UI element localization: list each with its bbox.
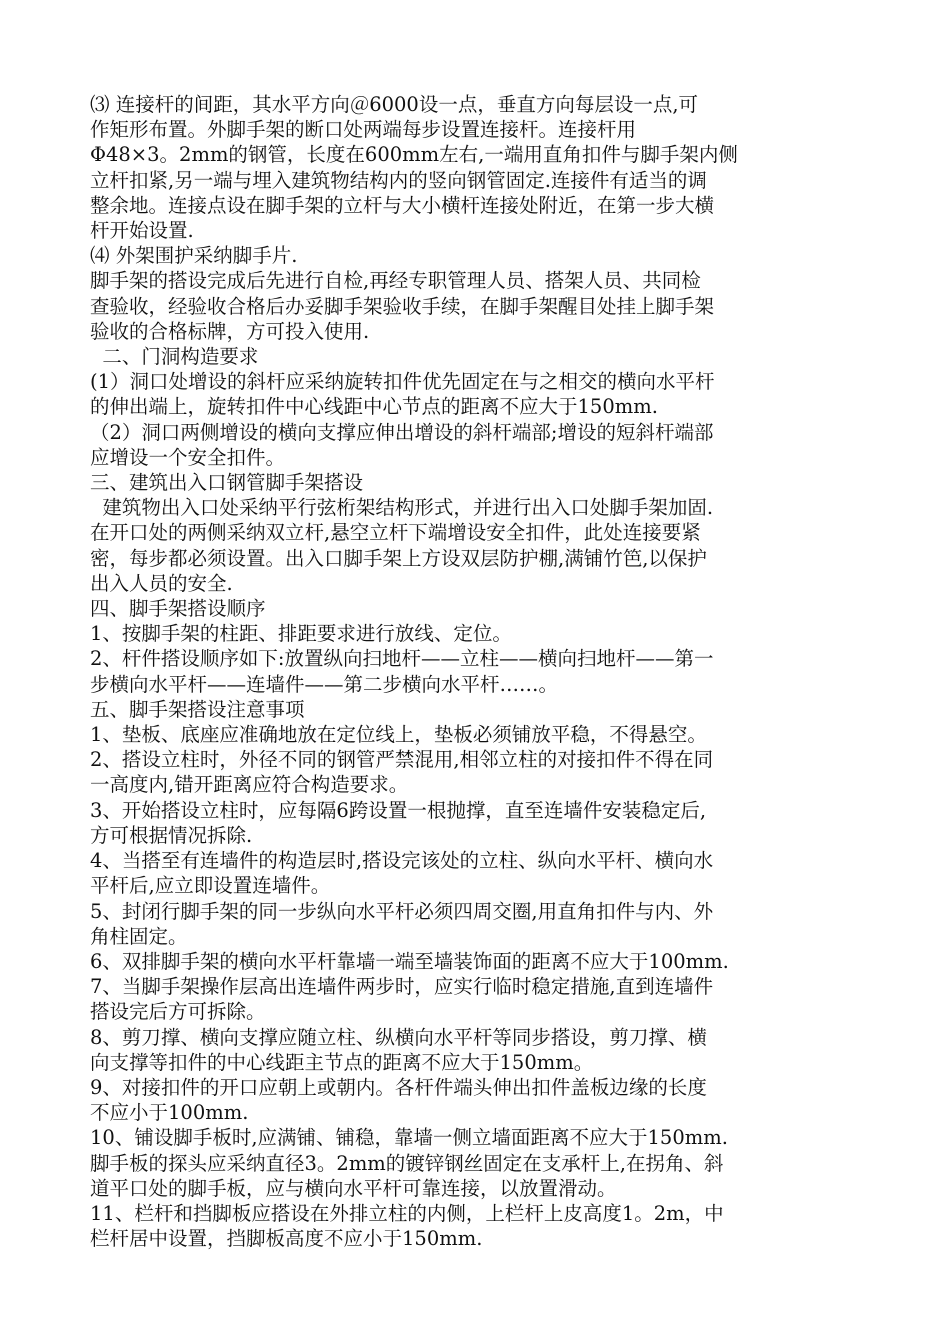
section-heading: 三、建筑出入口钢管脚手架搭设 <box>90 471 364 495</box>
text-line: 密，每步都必须设置。出入口脚手架上方设双层防护棚,满铺竹笆,以保护 <box>90 546 707 570</box>
text-line: ⑷ 外架围护采纳脚手片. <box>90 244 298 268</box>
text-line: 道平口处的脚手板，应与横向水平杆可靠连接，以放置滑动。 <box>90 1176 617 1200</box>
text-line: 搭设完后方可拆除。 <box>90 1000 266 1024</box>
text-line: 一高度内,错开距离应符合构造要求。 <box>90 773 409 797</box>
text-line: 建筑物出入口处采纳平行弦桁架结构形式，并进行出入口处脚手架加固. <box>90 496 714 520</box>
section-heading: 四、脚手架搭设顺序 <box>90 597 266 621</box>
text-line: 1、按脚手架的柱距、排距要求进行放线、定位。 <box>90 622 512 646</box>
text-line: 平杆后,应立即设置连墙件。 <box>90 874 331 898</box>
text-line: 的伸出端上，旋转扣件中心线距中心节点的距离不应大于150mm. <box>90 395 658 419</box>
text-line: 8、剪刀撑、横向支撑应随立柱、纵横向水平杆等同步搭设，剪刀撑、横 <box>90 1025 707 1049</box>
text-line: 1、垫板、底座应准确地放在定位线上，垫板必须铺放平稳，不得悬空。 <box>90 723 707 747</box>
text-line: 查验收，经验收合格后办妥脚手架验收手续，在脚手架醒目处挂上脚手架 <box>90 294 715 318</box>
text-line: 5、封闭行脚手架的同一步纵向水平杆必须四周交圈,用直角扣件与内、外 <box>90 899 714 923</box>
text-line: （2）洞口两侧增设的横向支撑应伸出增设的斜杆端部;增设的短斜杆端部 <box>90 420 714 444</box>
text-line: 方可根据情况拆除. <box>90 823 253 847</box>
text-line: 6、双排脚手架的横向水平杆靠墙一端至墙装饰面的距离不应大于100mm. <box>90 949 729 973</box>
section-heading: 二、门洞构造要求 <box>90 345 259 369</box>
text-line: 4、当搭至有连墙件的构造层时,搭设完该处的立柱、纵向水平杆、横向水 <box>90 849 714 873</box>
text-line: 10、铺设脚手板时,应满铺、铺稳，靠墙一侧立墙面距离不应大于150mm. <box>90 1126 728 1150</box>
text-line: 3、开始搭设立柱时，应每隔6跨设置一根抛撑，直至连墙件安装稳定后, <box>90 798 707 822</box>
text-line: 在开口处的两侧采纳双立杆,悬空立杆下端增设安全扣件，此处连接要紧 <box>90 521 701 545</box>
text-line: 步横向水平杆——连墙件——第二步横向水平杆……。 <box>90 672 559 696</box>
text-line: 栏杆居中设置，挡脚板高度不应小于150mm. <box>90 1227 483 1251</box>
text-line: 杆开始设置. <box>90 219 194 243</box>
text-line: 角柱固定。 <box>90 924 188 948</box>
text-line: 脚手板的探头应采纳直径3。2mm的镀锌钢丝固定在支承杆上,在拐角、斜 <box>90 1151 724 1175</box>
text-line: Φ48×3。2mm的钢管，长度在600mm左右,一端用直角扣件与脚手架内侧 <box>90 143 738 167</box>
text-line: 2、搭设立柱时，外径不同的钢管严禁混用,相邻立柱的对接扣件不得在同 <box>90 748 714 772</box>
text-line: 出入人员的安全. <box>90 571 233 595</box>
document-page <box>90 92 860 1251</box>
text-line: 立杆扣紧,另一端与埋入建筑物结构内的竖向钢管固定.连接件有适当的调 <box>90 168 707 192</box>
text-line: 验收的合格标牌，方可投入使用. <box>90 319 370 343</box>
section-heading: 五、脚手架搭设注意事项 <box>90 697 305 721</box>
text-line: 作矩形布置。外脚手架的断口处两端每步设置连接杆。连接杆用 <box>90 118 637 142</box>
text-line: (1）洞口处增设的斜杆应采纳旋转扣件优先固定在与之相交的横向水平杆 <box>90 370 715 394</box>
text-line: 整余地。连接点设在脚手架的立杆与大小横杆连接处附近，在第一步大横 <box>90 193 715 217</box>
text-line: 应增设一个安全扣件。 <box>90 445 286 469</box>
text-line: 2、杆件搭设顺序如下:放置纵向扫地杆——立柱——横向扫地杆——第一 <box>90 647 714 671</box>
text-line: 脚手架的搭设完成后先进行自检,再经专职管理人员、搭架人员、共同检 <box>90 269 701 293</box>
text-line: 7、当脚手架操作层高出连墙件两步时，应实行临时稳定措施,直到连墙件 <box>90 975 714 999</box>
text-line: 向支撑等扣件的中心线距主节点的距离不应大于150mm。 <box>90 1050 594 1074</box>
text-line: 不应小于100mm. <box>90 1101 249 1125</box>
text-line: 9、对接扣件的开口应朝上或朝内。各杆件端头伸出扣件盖板边缘的长度 <box>90 1075 707 1099</box>
text-line: ⑶ 连接杆的间距，其水平方向＠6000设一点，垂直方向每层设一点,可 <box>90 93 699 116</box>
text-line: 11、栏杆和挡脚板应搭设在外排立柱的内侧，上栏杆上皮高度1。2m，中 <box>90 1201 724 1225</box>
